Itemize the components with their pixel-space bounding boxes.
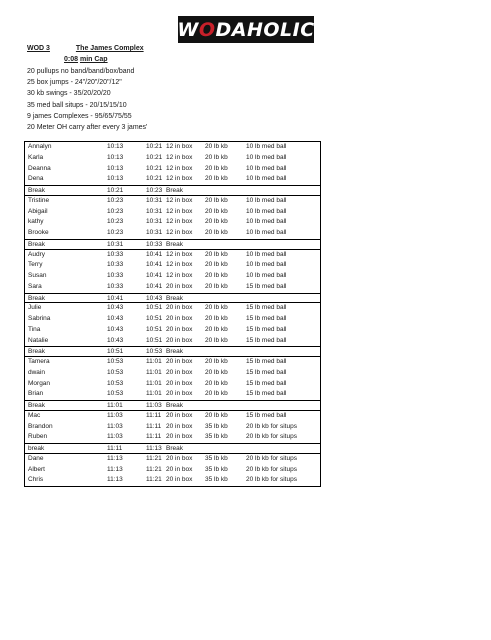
start-time: 10:23 (107, 229, 124, 236)
end-time: 11:11 (146, 411, 162, 419)
kettlebell-weight: 20 lb kb (205, 411, 228, 419)
box-height: 12 in box (166, 229, 193, 236)
table-row (25, 142, 320, 153)
table-row (25, 432, 320, 443)
table-row (25, 228, 320, 239)
table-row (25, 217, 320, 228)
kettlebell-weight: 20 lb kb (205, 379, 228, 387)
table-row (25, 153, 320, 164)
med-ball-weight: 10 lb med ball (246, 250, 287, 258)
athlete-name: Mac (28, 411, 41, 419)
workout-detail-line: 20 pullups no band/band/box/band (27, 68, 135, 75)
box-height: 20 in box (166, 411, 193, 419)
break-row (25, 400, 320, 411)
box-height: 12 in box (166, 218, 193, 226)
med-ball-weight: 15 lb med ball (246, 282, 287, 290)
box-height: 20 in box (166, 315, 193, 322)
end-time: 10:53 (146, 348, 163, 356)
kettlebell-weight: 35 lb kb (205, 433, 228, 441)
end-time: 10:51 (146, 336, 163, 344)
end-time: 11:11 (146, 433, 162, 441)
box-height: 12 in box (166, 272, 193, 279)
table-row (25, 336, 320, 347)
athlete-name: Tristine (28, 196, 50, 204)
table-row (25, 303, 320, 314)
table-row (25, 196, 320, 207)
wodaholic-logo (178, 16, 314, 43)
start-time: 10:51 (107, 348, 124, 356)
schedule-table (24, 141, 321, 487)
box-height: Break (166, 187, 183, 194)
kettlebell-weight: 20 lb kb (205, 164, 228, 172)
table-row (25, 164, 320, 175)
kettlebell-weight: 20 lb kb (205, 229, 228, 236)
kettlebell-weight: 20 lb kb (205, 315, 228, 322)
box-height: 20 in box (166, 465, 193, 473)
med-ball-weight: 20 lb kb for situps (246, 465, 297, 473)
end-time: 10:41 (146, 282, 163, 290)
workout-header (27, 44, 144, 54)
med-ball-weight: 20 lb kb for situps (246, 433, 297, 441)
table-row (25, 174, 320, 185)
end-time: 10:23 (146, 187, 163, 194)
table-row (25, 325, 320, 336)
box-height: 20 in box (166, 368, 193, 376)
med-ball-weight: 10 lb med ball (246, 175, 287, 183)
athlete-name: Deanna (28, 164, 51, 172)
start-time: 10:53 (107, 390, 124, 398)
box-height: 12 in box (166, 261, 193, 269)
kettlebell-weight: 20 lb kb (205, 261, 228, 269)
table-row (25, 465, 320, 476)
start-time: 10:53 (107, 379, 124, 387)
kettlebell-weight: 20 lb kb (205, 325, 228, 333)
start-time: 10:43 (107, 315, 124, 322)
kettlebell-weight: 20 lb kb (205, 390, 228, 398)
med-ball-weight: 15 lb med ball (246, 411, 287, 419)
med-ball-weight: 15 lb med ball (246, 325, 287, 333)
end-time: 10:43 (146, 294, 163, 302)
start-time: 10:31 (107, 240, 124, 248)
start-time: 10:23 (107, 207, 124, 215)
start-time: 10:41 (107, 294, 124, 302)
end-time: 10:41 (146, 261, 163, 269)
end-time: 10:33 (146, 240, 163, 248)
start-time: 10:13 (107, 143, 124, 150)
kettlebell-weight: 20 lb kb (205, 368, 228, 376)
start-time: 10:33 (107, 272, 124, 279)
athlete-name: Tamera (28, 358, 50, 365)
kettlebell-weight: 20 lb kb (205, 218, 228, 226)
med-ball-weight: 15 lb med ball (246, 358, 287, 365)
table-row (25, 260, 320, 271)
end-time: 11:13 (146, 445, 162, 452)
med-ball-weight: 10 lb med ball (246, 153, 287, 161)
athlete-name: Terry (28, 261, 43, 269)
kettlebell-weight: 20 lb kb (205, 358, 228, 365)
med-ball-weight: 15 lb med ball (246, 336, 287, 344)
table-row (25, 271, 320, 282)
athlete-name: Brooke (28, 229, 49, 236)
start-time: 10:33 (107, 261, 124, 269)
end-time: 11:11 (146, 422, 162, 430)
athlete-name: Break (28, 187, 45, 194)
med-ball-weight: 20 lb kb for situps (246, 476, 297, 484)
end-time: 10:21 (146, 175, 163, 183)
end-time: 11:21 (146, 454, 162, 462)
box-height: 12 in box (166, 143, 193, 150)
kettlebell-weight: 20 lb kb (205, 336, 228, 344)
kettlebell-weight: 20 lb kb (205, 250, 228, 258)
athlete-name: Chris (28, 476, 44, 484)
end-time: 11:21 (146, 476, 162, 484)
athlete-name: break (28, 445, 45, 452)
med-ball-weight: 10 lb med ball (246, 261, 287, 269)
athlete-name: Natalie (28, 336, 49, 344)
start-time: 11:03 (107, 411, 123, 419)
start-time: 10:33 (107, 282, 124, 290)
athlete-name: Albert (28, 465, 45, 473)
kettlebell-weight: 20 lb kb (205, 207, 228, 215)
box-height: 20 in box (166, 433, 193, 441)
workout-detail-line: 9 james Complexes - 95/65/75/55 (27, 112, 132, 120)
athlete-name: Audry (28, 250, 45, 258)
kettlebell-weight: 20 lb kb (205, 282, 228, 290)
end-time: 10:31 (146, 207, 163, 215)
athlete-name: Tina (28, 325, 41, 333)
break-row (25, 185, 320, 196)
end-time: 11:21 (146, 465, 162, 473)
cap-label: min Cap (79, 56, 108, 63)
med-ball-weight: 10 lb med ball (246, 143, 287, 150)
athlete-name: Sabrina (28, 315, 51, 322)
table-row (25, 379, 320, 390)
box-height: 20 in box (166, 454, 193, 462)
end-time: 10:21 (146, 164, 163, 172)
end-time: 10:51 (146, 325, 163, 333)
med-ball-weight: 10 lb med ball (246, 218, 287, 226)
box-height: 12 in box (166, 207, 193, 215)
table-row (25, 250, 320, 261)
table-row (25, 475, 320, 486)
box-height: 20 in box (166, 336, 193, 344)
athlete-name: Break (28, 240, 45, 248)
med-ball-weight: 15 lb med ball (246, 368, 287, 376)
wod-title: The James Complex (75, 45, 144, 52)
table-row (25, 411, 320, 422)
box-height: 12 in box (166, 164, 193, 172)
table-row (25, 282, 320, 293)
table-row (25, 357, 320, 368)
kettlebell-weight: 20 lb kb (205, 304, 228, 312)
athlete-name: Break (28, 402, 45, 409)
kettlebell-weight: 20 lb kb (205, 272, 228, 279)
end-time: 10:31 (146, 196, 163, 204)
athlete-name: Brandon (28, 422, 53, 430)
start-time: 10:13 (107, 164, 124, 172)
box-height: Break (166, 445, 183, 452)
end-time: 10:21 (146, 153, 163, 161)
athlete-name: Dena (28, 175, 44, 183)
break-row (25, 443, 320, 454)
box-height: 20 in box (166, 379, 193, 387)
box-height: Break (166, 348, 183, 356)
break-row (25, 293, 320, 304)
med-ball-weight: 10 lb med ball (246, 229, 287, 236)
start-time: 10:13 (107, 153, 124, 161)
box-height: 12 in box (166, 250, 193, 258)
cap-time: 0:08 (64, 56, 79, 63)
athlete-name: Abigail (28, 207, 48, 215)
athlete-name: Karla (28, 153, 44, 161)
med-ball-weight: 10 lb med ball (246, 272, 287, 279)
start-time: 10:43 (107, 304, 124, 312)
workout-detail-line: 35 med ball situps - 20/15/15/10 (27, 101, 127, 109)
athlete-name: dwain (28, 368, 45, 376)
workout-detail-line: 30 kb swings - 35/20/20/20 (27, 90, 111, 98)
med-ball-weight: 10 lb med ball (246, 164, 287, 172)
start-time: 11:13 (107, 454, 123, 462)
box-height: 12 in box (166, 196, 193, 204)
start-time: 10:43 (107, 325, 124, 333)
start-time: 11:11 (107, 445, 123, 452)
box-height: 12 in box (166, 175, 193, 183)
end-time: 10:31 (146, 218, 163, 226)
med-ball-weight: 15 lb med ball (246, 315, 287, 322)
athlete-name: Break (28, 294, 45, 302)
end-time: 10:31 (146, 229, 163, 236)
athlete-name: Brian (28, 390, 44, 398)
athlete-name: Break (28, 348, 45, 356)
start-time: 10:21 (107, 187, 124, 194)
med-ball-weight: 20 lb kb for situps (246, 454, 297, 462)
med-ball-weight: 10 lb med ball (246, 207, 287, 215)
end-time: 11:01 (146, 379, 162, 387)
start-time: 11:13 (107, 465, 123, 473)
kettlebell-weight: 35 lb kb (205, 454, 228, 462)
end-time: 10:51 (146, 304, 163, 312)
start-time: 10:23 (107, 218, 124, 226)
box-height: Break (166, 240, 183, 248)
athlete-name: Julie (28, 304, 42, 312)
end-time: 10:21 (146, 143, 163, 150)
athlete-name: Susan (28, 272, 47, 279)
start-time: 10:53 (107, 358, 124, 365)
start-time: 10:53 (107, 368, 124, 376)
end-time: 10:41 (146, 250, 163, 258)
start-time: 11:01 (107, 402, 123, 409)
box-height: Break (166, 402, 183, 409)
athlete-name: Annalyn (28, 143, 52, 150)
box-height: 20 in box (166, 422, 193, 430)
athlete-name: Ruben (28, 433, 48, 441)
med-ball-weight: 15 lb med ball (246, 304, 287, 312)
end-time: 11:01 (146, 368, 162, 376)
table-row (25, 389, 320, 400)
athlete-name: Sara (28, 282, 42, 290)
kettlebell-weight: 35 lb kb (205, 465, 228, 473)
box-height: Break (166, 294, 183, 302)
break-row (25, 239, 320, 250)
table-row (25, 454, 320, 465)
workout-detail-line: 25 box jumps - 24"/20"/20"/12" (27, 79, 122, 87)
end-time: 10:41 (146, 272, 163, 279)
box-height: 20 in box (166, 476, 193, 484)
cap-line (64, 55, 108, 65)
athlete-name: Morgan (28, 379, 51, 387)
logo-rest: DAHOLIC (215, 18, 315, 41)
box-height: 20 in box (166, 304, 193, 312)
kettlebell-weight: 20 lb kb (205, 196, 228, 204)
break-row (25, 346, 320, 357)
logo-prefix: W (177, 18, 199, 41)
logo-mark: O (198, 18, 216, 41)
athlete-name: Dane (28, 454, 44, 462)
table-row (25, 368, 320, 379)
table-row (25, 207, 320, 218)
med-ball-weight: 15 lb med ball (246, 379, 287, 387)
med-ball-weight: 15 lb med ball (246, 390, 287, 398)
kettlebell-weight: 20 lb kb (205, 175, 228, 183)
workout-detail-line: 20 Meter OH carry after every 3 james' (27, 124, 148, 131)
box-height: 12 in box (166, 153, 193, 161)
kettlebell-weight: 35 lb kb (205, 476, 228, 484)
kettlebell-weight: 35 lb kb (205, 422, 228, 430)
end-time: 10:51 (146, 315, 163, 322)
start-time: 10:13 (107, 175, 124, 183)
start-time: 11:13 (107, 476, 123, 484)
end-time: 11:01 (146, 358, 162, 365)
box-height: 20 in box (166, 390, 193, 398)
med-ball-weight: 10 lb med ball (246, 196, 287, 204)
box-height: 20 in box (166, 325, 193, 333)
start-time: 11:03 (107, 422, 123, 430)
box-height: 20 in box (166, 282, 193, 290)
start-time: 11:03 (107, 433, 123, 441)
end-time: 11:01 (146, 390, 162, 398)
athlete-name: kathy (28, 218, 44, 226)
box-height: 20 in box (166, 358, 193, 365)
start-time: 10:43 (107, 336, 124, 344)
start-time: 10:33 (107, 250, 124, 258)
med-ball-weight: 20 lb kb for situps (246, 422, 297, 430)
wod-label: WOD 3 (27, 45, 50, 52)
kettlebell-weight: 20 lb kb (205, 153, 228, 161)
end-time: 11:03 (146, 402, 162, 409)
start-time: 10:23 (107, 196, 124, 204)
table-row (25, 422, 320, 433)
kettlebell-weight: 20 lb kb (205, 143, 228, 150)
table-row (25, 314, 320, 325)
